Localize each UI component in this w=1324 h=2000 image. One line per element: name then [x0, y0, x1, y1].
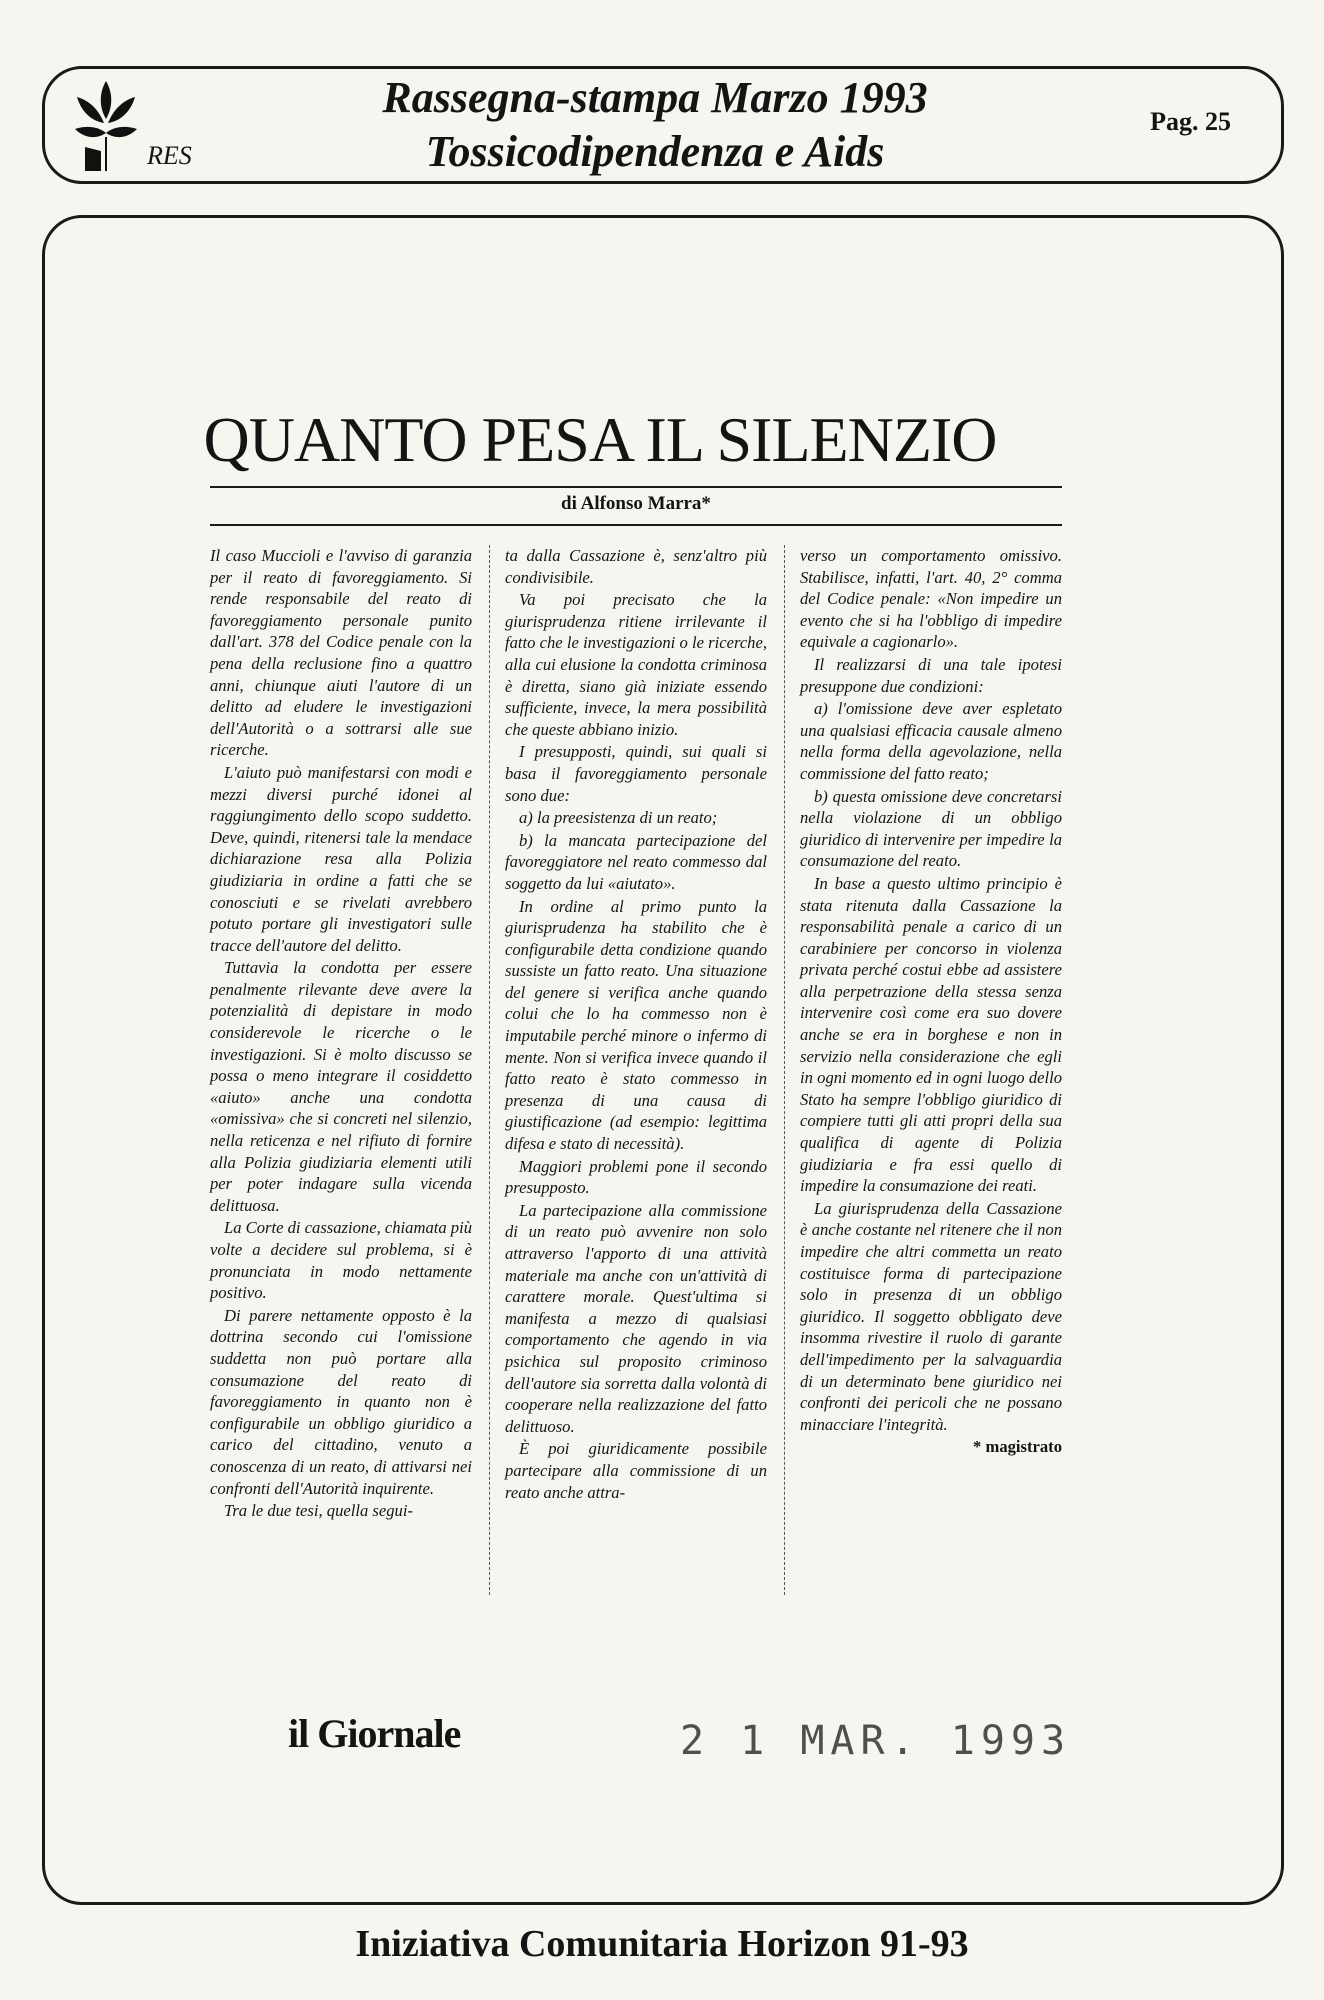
paragraph: Di parere nettamente opposto è la dottrina secondo cui l'omissione suddetta non può portare alla consumazione del reato di favoreggiamento in quanto non è configurabile un obbligo giuridico a carico del cittadino, venuto a conoscenza di un reato, di attivarsi nei confronti dell'Autorità inquirente. [210, 1305, 472, 1498]
header-title-line2: Tossicodipendenza e Aids [425, 127, 885, 176]
paragraph: Tuttavia la condotta per essere penalmente rilevante deve avere la potenzialità di depistare in modo considerevole le ricerche o le investigazioni. Si è molto discusso se possa o meno integrare il cosiddetto «aiuto» anche una condotta «omissiva» che si concreti nel silenzio, nella reticenza e nel rifiuto di fornire alla Polizia giudiziaria elementi utili per poter indagare sulla vicenda delittuosa. [210, 958, 472, 1215]
paragraph: a) l'omissione deve aver espletato una qualsiasi efficacia causale almeno nella forma della agevolazione, nella commissione del fatto reato; [800, 699, 1062, 783]
paragraph: Il realizzarsi di una tale ipotesi presuppone due condizioni: [800, 654, 1062, 696]
paragraph: Il caso Muccioli e l'avviso di garanzia per il reato di favoreggiamento. Si rende responsabile del reato di favoreggiamento personale punito dall'art. 378 del Codice penale con la pena della reclusione fino a quattro anni, chiunque aiuti l'autore di un delitto ad eludere le investigazioni dell'Autorità o a sottrarsi alle sue ricerche. [210, 546, 472, 760]
paragraph: I presupposti, quindi, sui quali si basa il favoreggiamento personale sono due: [505, 742, 767, 805]
paragraph: Tra le due tesi, quella segui- [224, 1501, 413, 1521]
paragraph: ta dalla Cassazione è, senz'altro più condivisibile. [505, 546, 767, 587]
paragraph: Va poi precisato che la giurisprudenza ritiene irrilevante il fatto che le investigazioni o le ricerche, alla cui elusione la condotta criminosa è diretta, siano già iniziate essendo sufficiente, invece, la mera possibilità che queste abbiano inizio. [505, 590, 767, 739]
lotus-icon [71, 77, 141, 173]
paragraph: La partecipazione alla commissione di un reato può avvenire non solo attraverso l'apporto di una attività materiale ma anche con un'attività di carattere morale. Quest'ultima si manifesta a mezzo di qualsiasi comportamento che agendo in via psichica sul proposito criminoso dell'autore sia sorretta dalla volontà di cooperare nella realizzazione del fatto delittuoso. [505, 1200, 767, 1436]
paragraph: verso un comportamento omissivo. Stabilisce, infatti, l'art. 40, 2° comma del Codice penale: «Non impedire un evento che si ha l'obbligo di impedire equivale a cagionarlo». [800, 546, 1062, 652]
page-footer: Iniziativa Comunitaria Horizon 91-93 [355, 1923, 969, 1965]
header-title-line1: Rassegna-stampa Marzo 1993 [382, 73, 928, 122]
paragraph: In base a questo ultimo principio è stata ritenuta dalla Cassazione la responsabilità penale a carico di un carabiniere per concorso in violenza privata perché costui ebbe ad assistere alla perpetrazione della stessa senza intervenire così come era suo dovere anche se era in borghese e non in servizio nella considerazione che egli in ogni momento ed in ogni luogo dello Stato ha sempre l'obbligo giuridico di compiere tutti gli atti propri della sua qualifica di agente di Polizia giudiziaria e fra essi quello di impedire la consumazione dei reati. [800, 873, 1062, 1196]
article-column-1 [210, 545, 472, 1523]
article-byline: di Alfonso Marra* [561, 493, 711, 514]
newspaper-masthead: il Giornale [288, 1711, 461, 1756]
paragraph: È poi giuridicamente possibile partecipare alla commissione di un reato anche attra- [505, 1439, 767, 1502]
paragraph: In ordine al primo punto la giurisprudenza ha stabilito che è configurabile detta condizione quando sussiste un fatto reato. Una situazione del genere si verifica anche quando colui che lo ha commesso non è imputabile perché minore o infermo di mente. Non si verifica invece quando il fatto reato è stato commesso in presenza di una causa di giustificazione (ad esempio: legittima difesa e stato di necessità). [505, 896, 767, 1154]
paragraph: b) la mancata partecipazione del favoreggiatore nel reato commesso dal soggetto da lui «aiutato». [505, 830, 767, 893]
paragraph: b) questa omissione deve concretarsi nella violazione di un obbligo giuridico di intervenire per impedire la consumazione del reato. [800, 786, 1062, 871]
header-box [42, 66, 1284, 184]
paragraph: L'aiuto può manifestarsi con modi e mezzi diversi purché idonei al raggiungimento dello scopo suddetto. Deve, quindi, ritenersi tale la mendace dichiarazione resa alla Polizia giudiziaria in ordine a fatti che se conosciuti e se rivelati avrebbero potuto portare gli investigatori sulle tracce dell'autore del delitto. [210, 762, 472, 955]
header-title [265, 71, 1045, 179]
paragraph: La giurisprudenza della Cassazione è anche costante nel ritenere che il non impedire che altri commetta un reato costituisce forma di partecipazione solo in presenza di un obbligo giuridico. Il soggetto obbligato deve insomma rivestire il ruolo di garante dell'impedimento per la salvaguardia di un determinato bene giuridico nei confronti dei pericoli che ne possano minacciare l'integrità. [800, 1198, 1062, 1434]
paragraph: La Corte di cassazione, chiamata più volte a decidere sul problema, si è pronunciata in modo nettamente positivo. [210, 1218, 472, 1303]
logo-text: RES [147, 141, 192, 170]
paragraph: a) la preesistenza di un reato; [519, 808, 718, 828]
article-headline: QUANTO PESA IL SILENZIO [203, 404, 997, 475]
page-number: Pag. 25 [1150, 107, 1231, 136]
res-logo [71, 77, 201, 177]
paragraph: Maggiori problemi pone il secondo presupposto. [505, 1156, 767, 1198]
date-stamp: 2 1 MAR. 1993 [680, 1718, 1072, 1764]
column-divider [784, 545, 785, 1595]
article-column-3 [800, 545, 1062, 1458]
article-column-2 [505, 545, 767, 1504]
author-signature: * magistrato [973, 1437, 1062, 1457]
column-divider [489, 545, 490, 1595]
rule-top [210, 486, 1062, 488]
rule-bottom [210, 524, 1062, 526]
